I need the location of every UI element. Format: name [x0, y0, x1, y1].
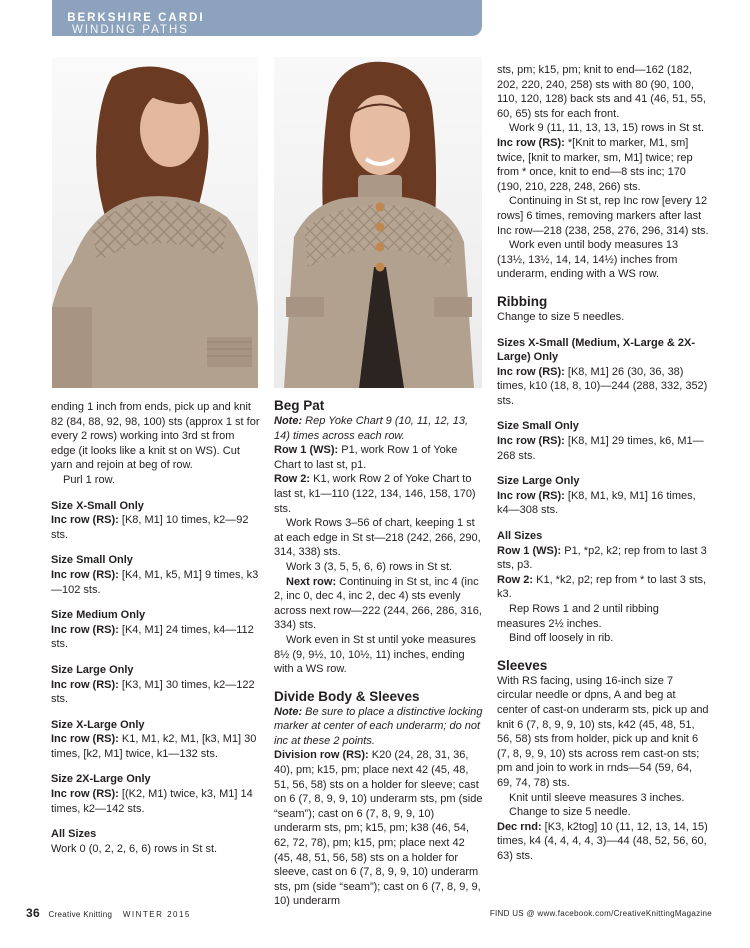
instruction-text: P1, *p2, k2; rep from to last 3 sts, p3. [497, 544, 707, 572]
page-number: 36 [26, 906, 40, 920]
instruction-label: Inc row (RS): [51, 568, 119, 581]
instruction-label: Row 1 (WS): [274, 444, 339, 457]
body-text: Work 0 (0, 2, 2, 6, 6) rows in St st. [51, 842, 218, 855]
instruction-label: Inc row (RS): [51, 623, 119, 636]
series-name: WINDING PATHS [72, 24, 189, 36]
body-text: Continuing in St st, rep Inc row [every 12 rows] 6 times, removing markers after last Inc row—218 (238, 258, 276, 296, 314) sts. [497, 195, 709, 237]
instruction-label: Division row (RS): [274, 749, 369, 762]
size-heading: Size Small Only [497, 420, 579, 433]
instruction-text: P1, work Row 1 of Yoke Chart to last st, p1. [274, 444, 458, 471]
instruction-label: Inc row (RS): [497, 435, 565, 448]
size-block [51, 772, 261, 816]
instruction-text: [K4, M1] 24 times, k4—112 sts. [51, 623, 254, 651]
instruction-label: Row 2: [497, 573, 534, 586]
size-heading: All Sizes [497, 530, 543, 543]
photo-front-view [274, 57, 482, 388]
footer-left [26, 906, 191, 920]
size-block [51, 608, 261, 652]
pattern-title: BERKSHIRE CARDI [67, 12, 205, 24]
instruction-text: K1, *k2, p2; rep from * to last 3 sts, k3. [497, 573, 707, 601]
size-block [51, 553, 261, 597]
section-heading-divide: Divide Body & Sleeves [274, 688, 420, 704]
instruction-text: [K3, M1] 30 times, k2—122 sts. [51, 678, 255, 706]
note-text: Rep Yoke Chart 9 (10, 11, 12, 13, 14) times across each row. [274, 415, 469, 442]
size-heading: Size Small Only [51, 554, 133, 567]
body-text: Work 9 (11, 11, 13, 13, 15) rows in St st. [509, 122, 705, 135]
section-heading-sleeves: Sleeves [497, 657, 548, 673]
instruction-text: [(K2, M1) twice, k3, M1] 14 times, k2—142 sts. [51, 788, 253, 815]
size-heading: Size X-Small Only [51, 499, 144, 512]
note-label: Note: [274, 705, 303, 718]
size-heading: Size 2X-Large Only [51, 773, 151, 786]
instruction-label: Next row: [286, 575, 337, 588]
body-text: Work even until body measures 13 (13½, 13½, 14, 14, 14½) inches from underarm, ending with a WS row. [497, 239, 679, 281]
size-heading: Size X-Large Only [51, 718, 145, 731]
body-text: Work 3 (3, 5, 5, 6, 6) rows in St st. [286, 560, 453, 573]
body-text: Bind off loosely in rib. [509, 632, 614, 645]
column-3 [497, 63, 709, 864]
instruction-label: Row 1 (WS): [497, 544, 562, 557]
body-text: Change to size 5 needles. [497, 310, 625, 323]
instruction-text: K20 (24, 28, 31, 36, 40), pm; k15, pm; place next 42 (45, 48, 51, 56, 58) sts on a holder for sleeve; cast on 6 (7, 8, 9, 9, 10) underarm sts, pm (side “seam”); cast on 6 (7, 8, 9, 9, 10) underarm sts, pm; k15, pm; k38 (46, 54, 62, 72, 78), pm; k15, pm; place next 42 (45, 48, 51, 56, 58) sts on a holder for sleeve, cast on 6 (7, 8, 9, 9, 10) underarm sts, pm (side “seam”); cast on 6 (7, 8, 9, 9, 10) underarm [274, 749, 483, 908]
magazine-name: Creative Knitting [48, 910, 113, 919]
body-text: Knit until sleeve measures 3 inches. [509, 791, 685, 804]
instruction-text: K1, M1, k2, M1, [k3, M1] 30 times, [k2, M1] twice, k1—132 sts. [51, 733, 257, 760]
instruction-label: Inc row (RS): [497, 365, 565, 378]
section-heading-beg-pat: Beg Pat [274, 398, 325, 413]
instruction-text: [K4, M1, k5, M1] 9 times, k3—102 sts. [51, 568, 259, 596]
instruction-text: [K8, M1] 26 (30, 36, 38) times, k10 (18, 8, 10)—244 (288, 332, 352) sts. [497, 365, 708, 407]
size-heading: Size Large Only [51, 663, 134, 676]
instruction-label: Inc row (RS): [51, 788, 119, 801]
photo-back-view [52, 57, 258, 388]
note-label: Note: [274, 415, 303, 427]
instruction-label: Inc row (RS): [51, 678, 119, 691]
body-text: ending 1 inch from ends, pick up and knit 82 (84, 88, 92, 98, 100) sts (approx 1 st for every 2 rows) working into 3rd st from edge (it looks like a knit st on WS). Cut yarn and rejoin at beg of row. [51, 401, 260, 472]
instruction-label: Inc row (RS): [51, 514, 119, 527]
size-heading: Sizes X-Small (Medium, X-Large & 2X-Large) Only [497, 336, 696, 364]
instruction-label: Inc row (RS): [51, 733, 119, 746]
body-text: Work even in St st until yoke measures 8½ (9, 9½, 10, 10½, 11) inches, ending with a WS row. [274, 633, 476, 676]
instruction-label: Inc row (RS): [497, 136, 565, 149]
social-link[interactable]: FIND US @ www.facebook.com/CreativeKnittingMagazine [489, 909, 712, 918]
instruction-text: K1, work Row 2 of Yoke Chart to last st, k1—110 (122, 134, 146, 158, 170) sts. [274, 473, 476, 515]
instruction-text: [K3, k2tog] 10 (11, 12, 13, 14, 15) times, k4 (4, 4, 4, 4, 3)—44 (48, 52, 56, 60, 63) sts. [497, 820, 708, 862]
size-block [51, 718, 261, 762]
note-text: Be sure to place a distinctive locking marker at center of each underarm; do not inc at these 2 points. [274, 705, 483, 747]
instruction-text: [K8, M1] 29 times, k6, M1—268 sts. [497, 435, 704, 462]
body-text: With RS facing, using 16-inch size 7 circular needle or dpns, A and beg at center of cast-on underarm sts, pick up and knit 6 (7, 8, 9, 9, 10) sts, k42 (45, 48, 51, 56, 58) sts from holder, pick up and knit 6 (7, 8, 9, 9, 10) sts across rem cast-on sts; pm and join to work in rnds—54 (59, 64, 69, 74, 78) sts. [497, 674, 709, 789]
size-heading: Size Large Only [497, 475, 580, 488]
size-heading: All Sizes [51, 828, 97, 841]
instruction-text: [K8, M1, k9, M1] 16 times, k4—308 sts. [497, 489, 696, 517]
size-block [51, 499, 261, 543]
issue-label: WINTER 2015 [122, 910, 191, 919]
column-2 [274, 397, 484, 909]
footer-right [490, 909, 712, 918]
body-text: Purl 1 row. [63, 473, 115, 486]
header-banner [52, 0, 482, 36]
size-block [51, 663, 261, 707]
body-text: Change to size 5 needle. [509, 806, 631, 819]
body-text: Rep Rows 1 and 2 until ribbing measures 2½ inches. [497, 603, 659, 630]
size-heading: Size Medium Only [51, 609, 146, 622]
instruction-label: Dec rnd: [497, 820, 542, 833]
column-1 [51, 400, 261, 856]
body-text: Work Rows 3–56 of chart, keeping 1 st at each edge in St st—218 (242, 266, 290, 314, 338) sts. [274, 517, 481, 559]
section-heading-ribbing: Ribbing [497, 293, 548, 309]
instruction-text: [K8, M1] 10 times, k2—92 sts. [51, 514, 249, 541]
instruction-label: Inc row (RS): [497, 489, 565, 502]
instruction-label: Row 2: [274, 473, 311, 486]
instruction-text: Continuing in St st, inc 4 (inc 2, inc 0, dec 4, inc 2, dec 4) sts evenly across next row—222 (244, 266, 286, 316, 334) sts. [274, 575, 482, 632]
instruction-text: *[Knit to marker, M1, sm] twice, [knit to marker, sm, M1] twice; rep from * once, knit to end—8 sts inc; 170 (190, 210, 228, 248, 266) sts. [497, 136, 693, 193]
body-text: sts, pm; k15, pm; knit to end—162 (182, 202, 220, 240, 258) sts with 80 (90, 100, 110, 120, 128) back sts and 41 (46, 51, 55, 60, 65) sts for each front. [497, 64, 706, 120]
